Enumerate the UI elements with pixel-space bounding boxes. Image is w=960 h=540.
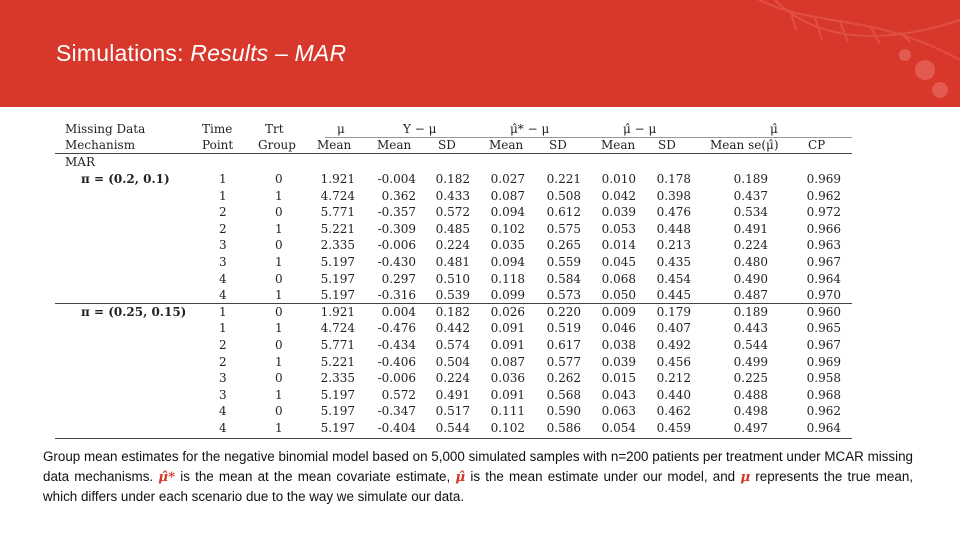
table-cell: 0.517: [435, 404, 470, 419]
table-cell: 0: [275, 338, 283, 352]
table-cell: 5.197: [320, 255, 355, 269]
table-cell: 0.182: [435, 172, 470, 186]
table-cell: 1: [219, 321, 227, 336]
table-cell: 0.559: [546, 255, 581, 269]
table-cell: 0.398: [656, 188, 691, 203]
column-header-sub: SD: [658, 138, 676, 152]
table-cell: 2: [219, 338, 227, 352]
table-cell: 0.178: [656, 172, 691, 186]
table-cell: 0.575: [546, 221, 581, 236]
table-cell: 0.026: [490, 304, 525, 319]
table-cell: 0.448: [656, 221, 691, 236]
header-rule-partial: [325, 137, 852, 138]
column-header-top: Y − μ: [403, 122, 437, 136]
table-cell: -0.357: [377, 205, 416, 220]
table-caption: [43, 447, 913, 507]
caption-part-4: represents the true mean, which differs under each scenario due to the way we simulate our data.: [43, 469, 913, 504]
table-cell: 0.010: [601, 172, 636, 186]
dna-helix-icon: [730, 0, 960, 107]
table-cell: 0.612: [546, 205, 581, 220]
table-cell: 0.498: [733, 404, 768, 419]
slide-title: [56, 40, 346, 67]
table-cell: -0.004: [377, 172, 416, 186]
table-cell: 4: [219, 288, 227, 303]
table-cell: 0.454: [656, 271, 691, 286]
table-cell: 0.039: [601, 205, 636, 220]
table-cell: 0.433: [435, 188, 470, 203]
table-cell: 0.539: [435, 288, 470, 303]
table-cell: 0.572: [381, 387, 416, 402]
table-cell: 0: [275, 205, 283, 220]
table-cell: 0.969: [806, 172, 841, 186]
table-cell: 0.586: [546, 421, 581, 435]
header-row-top: [55, 121, 852, 138]
table-cell: 0.584: [546, 271, 581, 286]
table-cell: 0.968: [806, 387, 841, 402]
table-cell: 0.179: [656, 304, 691, 319]
table-cell: 5.197: [320, 421, 355, 435]
table-cell: 2: [219, 354, 227, 369]
table-cell: 0.504: [435, 354, 470, 369]
table-cell: 0.036: [490, 371, 525, 386]
table-cell: 0.262: [546, 371, 581, 386]
table-cell: 0.091: [490, 338, 525, 352]
table-cell: 0.094: [490, 205, 525, 220]
table-cell: 0.510: [435, 271, 470, 286]
table-cell: 0.617: [546, 338, 581, 352]
table-cell: 0.087: [490, 188, 525, 203]
column-header-sub: Mean: [377, 138, 412, 152]
table-cell: 1: [219, 304, 227, 319]
table-cell: 2.335: [320, 371, 355, 386]
table-cell: 5.771: [320, 338, 355, 352]
table-cell: 0.970: [806, 288, 841, 303]
table-cell: 0.572: [435, 205, 470, 220]
caption-symbol-mu-hat-star: μ̂*: [158, 469, 176, 485]
column-header-sub: Mean: [601, 138, 636, 152]
table-cell: 0.027: [490, 172, 525, 186]
table-cell: -0.006: [377, 371, 416, 386]
table-cell: 0.497: [733, 421, 768, 435]
table-cell: 1.921: [320, 172, 355, 186]
table-cell: 0.182: [435, 304, 470, 319]
table-cell: 5.221: [320, 221, 355, 236]
table-cell: 0.442: [435, 321, 470, 336]
table-cell: 1: [275, 421, 283, 435]
table-cell: 0.220: [546, 304, 581, 319]
table-cell: 0: [275, 271, 283, 286]
table-cell: 5.197: [320, 404, 355, 419]
column-header-sub: Mean se(μ̂): [710, 138, 779, 152]
table-cell: 0.534: [733, 205, 768, 220]
table-cell: 0: [275, 172, 283, 186]
table-cell: 0.967: [806, 338, 841, 352]
column-header-sub: SD: [549, 138, 567, 152]
table-cell: 0.046: [601, 321, 636, 336]
table-cell: 0.492: [656, 338, 691, 352]
table-cell: 0.042: [601, 188, 636, 203]
column-header-top: Trt: [265, 122, 284, 136]
table-cell: 0: [275, 304, 283, 319]
table-cell: 1.921: [320, 304, 355, 319]
table-bottom-rule: [55, 438, 852, 439]
table-cell: 5.221: [320, 354, 355, 369]
table-cell: 0.050: [601, 288, 636, 303]
title-plain: Simulations:: [56, 40, 191, 66]
table-row: [55, 188, 852, 205]
column-header-top: μ̂* − μ: [510, 122, 550, 136]
table-row: [55, 420, 852, 437]
table-cell: 0.118: [490, 271, 525, 286]
table-cell: 0.102: [490, 221, 525, 236]
table-cell: -0.476: [377, 321, 416, 336]
caption-part-3: is the mean estimate under our model, and: [465, 469, 741, 484]
table-cell: 0.519: [546, 321, 581, 336]
table-cell: 2.335: [320, 238, 355, 253]
table-cell: 0.053: [601, 221, 636, 236]
table-row: [55, 370, 852, 387]
scenario-label: π = (0.25, 0.15): [81, 304, 187, 319]
table-cell: 0.221: [546, 172, 581, 186]
table-cell: -0.430: [377, 255, 416, 269]
column-header-top: μ̂: [770, 122, 778, 136]
table-cell: -0.006: [377, 238, 416, 253]
table-cell: 0.485: [435, 221, 470, 236]
scenario-label: π = (0.2, 0.1): [81, 172, 170, 186]
table-cell: 0.212: [656, 371, 691, 386]
table-cell: 0.091: [490, 387, 525, 402]
table-cell: -0.406: [377, 354, 416, 369]
table-cell: 1: [275, 221, 283, 236]
table-cell: 0.099: [490, 288, 525, 303]
table-cell: 0.297: [381, 271, 416, 286]
table-cell: 0.499: [733, 354, 768, 369]
table-cell: 0.568: [546, 387, 581, 402]
table-cell: 0.111: [490, 404, 525, 419]
table-cell: 0.962: [806, 188, 841, 203]
table-cell: 0.491: [733, 221, 768, 236]
table-cell: 0.224: [435, 371, 470, 386]
table-cell: 0.063: [601, 404, 636, 419]
title-italic: Results – MAR: [190, 40, 347, 66]
column-header-sub: CP: [808, 138, 826, 152]
table-cell: -0.404: [377, 421, 416, 435]
table-cell: -0.316: [377, 288, 416, 303]
table-cell: 1: [275, 255, 283, 269]
table-cell: 4: [219, 271, 227, 286]
table-cell: 0.488: [733, 387, 768, 402]
column-header-top: μ̂ − μ: [623, 122, 657, 136]
table-cell: 0.490: [733, 271, 768, 286]
table-cell: 1: [275, 354, 283, 369]
table-cell: 0.407: [656, 321, 691, 336]
table-cell: 0.224: [733, 238, 768, 253]
table-row: [55, 403, 852, 420]
table-cell: 0.068: [601, 271, 636, 286]
table-cell: 0.224: [435, 238, 470, 253]
column-header-top: μ: [337, 122, 345, 136]
table-cell: 0.459: [656, 421, 691, 435]
table-cell: 2: [219, 221, 227, 236]
table-cell: 0.487: [733, 288, 768, 303]
table-cell: 0: [275, 404, 283, 419]
table-cell: 0.590: [546, 404, 581, 419]
table-cell: 0.004: [381, 304, 416, 319]
table-cell: 0.508: [546, 188, 581, 203]
table-cell: 0.213: [656, 238, 691, 253]
table-cell: 5.197: [320, 387, 355, 402]
table-cell: 0.480: [733, 255, 768, 269]
table-cell: 0.054: [601, 421, 636, 435]
table-cell: 0.435: [656, 255, 691, 269]
table-cell: 0.456: [656, 354, 691, 369]
table-cell: 0: [275, 371, 283, 386]
table-cell: 0.094: [490, 255, 525, 269]
table-cell: 0.969: [806, 354, 841, 369]
table-cell: 0.967: [806, 255, 841, 269]
table-cell: 0.015: [601, 371, 636, 386]
table-cell: 4: [219, 421, 227, 435]
caption-symbol-mu: μ: [740, 469, 751, 485]
table-cell: 0.087: [490, 354, 525, 369]
table-cell: 0.443: [733, 321, 768, 336]
column-header-sub: Mean: [317, 138, 352, 152]
column-header-sub: Mechanism: [65, 138, 136, 152]
table-row: [55, 320, 852, 337]
table-cell: 4.724: [320, 188, 355, 203]
table-cell: 1: [219, 172, 227, 186]
caption-part-1: Group mean estimates for the negative binomial model based on 5,000 simulated samples with n=200 patients per treatment under MCAR missing data mechanisms.: [43, 449, 913, 484]
mechanism-row: [55, 154, 852, 171]
table-cell: 0.544: [435, 421, 470, 435]
table-cell: 3: [219, 371, 227, 386]
table-row: [55, 287, 852, 304]
table-cell: -0.347: [377, 404, 416, 419]
table-cell: 0.009: [601, 304, 636, 319]
table-cell: 0.573: [546, 288, 581, 303]
table-cell: 1: [275, 321, 283, 336]
column-header-top: Missing Data: [65, 122, 146, 136]
table-cell: 0.265: [546, 238, 581, 253]
column-header-sub: Group: [258, 138, 296, 152]
table-cell: 0.014: [601, 238, 636, 253]
column-header-top: Time: [202, 122, 233, 136]
table-cell: 0.102: [490, 421, 525, 435]
table-row: [55, 237, 852, 254]
table-cell: 5.197: [320, 288, 355, 303]
table-cell: 0.091: [490, 321, 525, 336]
table-cell: -0.309: [377, 221, 416, 236]
table-cell: 0.189: [733, 172, 768, 186]
table-cell: 5.771: [320, 205, 355, 220]
table-cell: 1: [219, 188, 227, 203]
table-cell: 3: [219, 255, 227, 269]
table-cell: 0.964: [806, 421, 841, 435]
mechanism-label: MAR: [65, 155, 95, 169]
table-cell: 1: [275, 288, 283, 303]
table-row: [55, 171, 852, 188]
table-cell: -0.434: [377, 338, 416, 352]
table-cell: 0.043: [601, 387, 636, 402]
table-cell: 3: [219, 387, 227, 402]
table-row: [55, 221, 852, 238]
table-cell: 2: [219, 205, 227, 220]
table-row: [55, 354, 852, 371]
column-header-sub: SD: [438, 138, 456, 152]
table-cell: 1: [275, 188, 283, 203]
table-cell: 0.960: [806, 304, 841, 319]
table-cell: 4.724: [320, 321, 355, 336]
table-cell: 0.544: [733, 338, 768, 352]
table-cell: 0.577: [546, 354, 581, 369]
table-cell: 5.197: [320, 271, 355, 286]
caption-symbol-mu-hat: μ̂: [455, 469, 466, 485]
caption-part-2: is the mean at the mean covariate estimate,: [175, 469, 456, 484]
table-cell: 0.481: [435, 255, 470, 269]
table-cell: 1: [275, 387, 283, 402]
table-cell: 0.491: [435, 387, 470, 402]
table-row: [55, 204, 852, 221]
column-header-sub: Point: [202, 138, 234, 152]
table-cell: 0.958: [806, 371, 841, 386]
column-header-sub: Mean: [489, 138, 524, 152]
slide-header: [0, 0, 960, 107]
table-row: [55, 254, 852, 271]
table-cell: 0.440: [656, 387, 691, 402]
table-row: [55, 304, 852, 321]
table-row: [55, 337, 852, 354]
table-row: [55, 387, 852, 404]
table-cell: 0.045: [601, 255, 636, 269]
table-cell: 0.964: [806, 271, 841, 286]
table-cell: 0: [275, 238, 283, 253]
table-cell: 0.038: [601, 338, 636, 352]
table-cell: 0.225: [733, 371, 768, 386]
table-cell: 0.972: [806, 205, 841, 220]
table-cell: 0.362: [381, 188, 416, 203]
table-cell: 0.963: [806, 238, 841, 253]
table-cell: 0.035: [490, 238, 525, 253]
table-cell: 0.962: [806, 404, 841, 419]
table-cell: 0.965: [806, 321, 841, 336]
table-cell: 0.966: [806, 221, 841, 236]
table-row: [55, 271, 852, 288]
table-cell: 0.437: [733, 188, 768, 203]
table-cell: 0.445: [656, 288, 691, 303]
header-row-sub: [55, 137, 852, 154]
table-cell: 0.476: [656, 205, 691, 220]
table-cell: 0.574: [435, 338, 470, 352]
table-cell: 4: [219, 404, 227, 419]
table-cell: 0.039: [601, 354, 636, 369]
table-cell: 0.189: [733, 304, 768, 319]
table-cell: 3: [219, 238, 227, 253]
table-cell: 0.462: [656, 404, 691, 419]
